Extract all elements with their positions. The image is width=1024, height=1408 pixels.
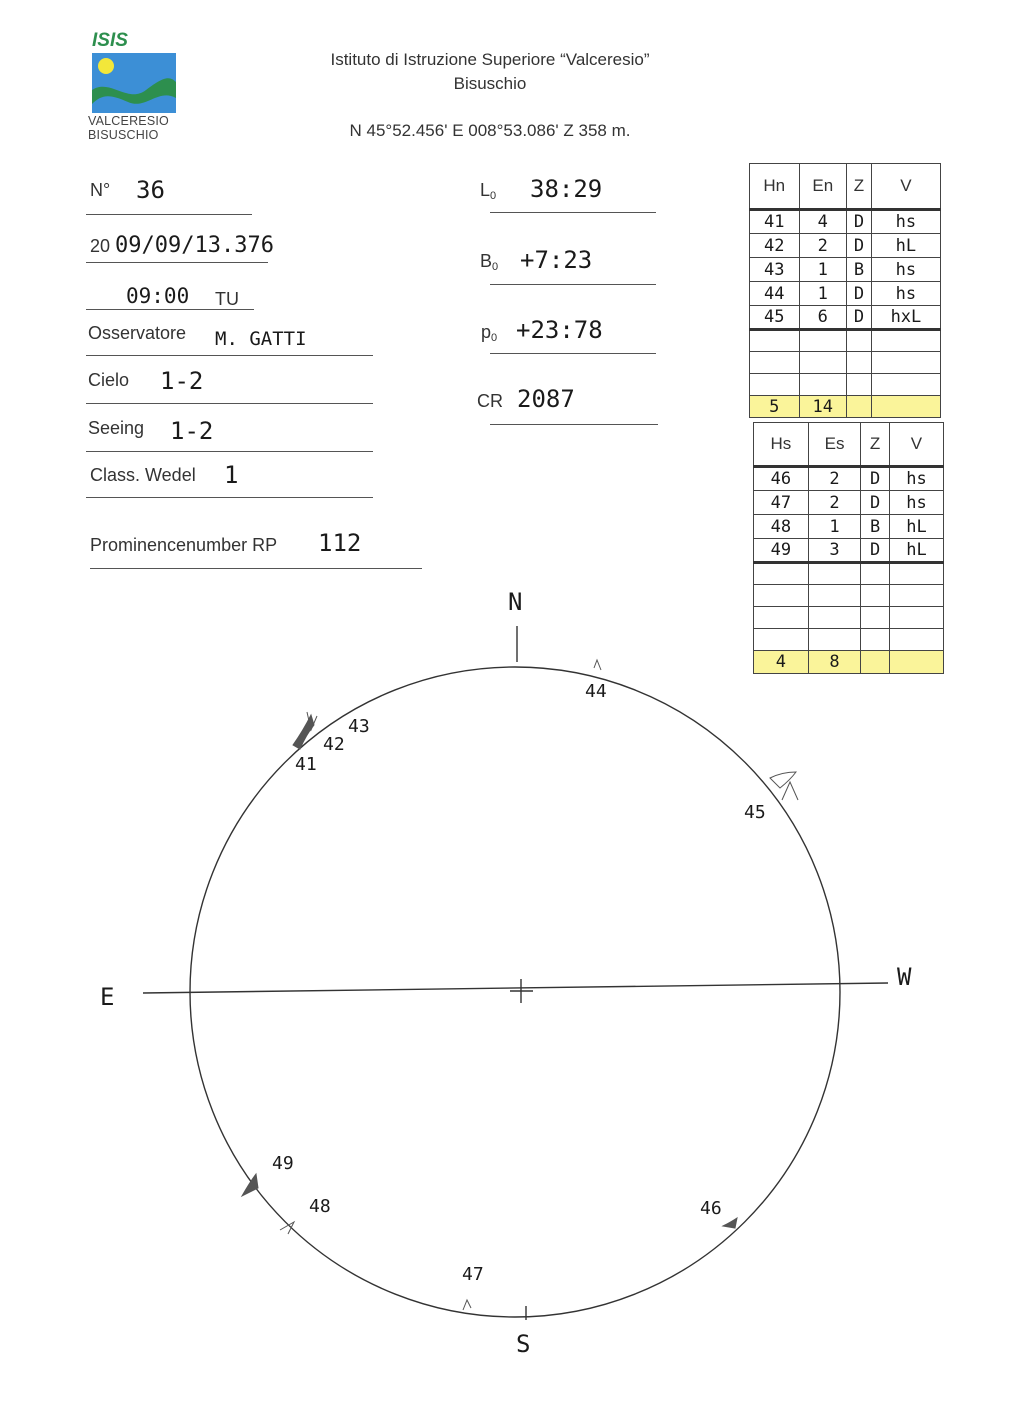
table-cell: 1 bbox=[808, 515, 860, 539]
prominence-47 bbox=[463, 1300, 471, 1310]
table-cell: D bbox=[847, 306, 872, 330]
table-cell: D bbox=[847, 282, 872, 306]
table-cell: B bbox=[847, 258, 872, 282]
north-header-v: V bbox=[871, 164, 940, 210]
rp-label: Prominencenumber RP bbox=[90, 535, 278, 555]
table-cell: hs bbox=[889, 491, 943, 515]
prominence-label-47: 47 bbox=[462, 1264, 484, 1285]
prominence-label-45: 45 bbox=[744, 802, 766, 823]
seeing-value: 1-2 bbox=[170, 417, 214, 445]
logo-wordmark: ISIS bbox=[92, 30, 128, 51]
table-cell: 1 bbox=[799, 282, 847, 306]
table-cell: hs bbox=[889, 467, 943, 491]
prominence-label-49: 49 bbox=[272, 1153, 294, 1174]
prominence-label-46: 46 bbox=[700, 1198, 722, 1219]
observer-value: M. GATTI bbox=[215, 328, 307, 350]
table-cell: D bbox=[861, 539, 890, 563]
south-header-v: V bbox=[889, 423, 943, 467]
table-cell: D bbox=[861, 491, 890, 515]
b0-value: +7:23 bbox=[520, 246, 593, 274]
institute-name: Istituto di Istruzione Superiore “Valceresio” bbox=[330, 50, 650, 69]
table-cell: hL bbox=[889, 539, 943, 563]
l0-label: $L_0$ bbox=[480, 180, 497, 202]
table-cell: 41 bbox=[750, 210, 800, 234]
prominence-label-42: 42 bbox=[323, 734, 345, 755]
prominence-label-43: 43 bbox=[348, 716, 370, 737]
south-total-count: 4 bbox=[754, 651, 809, 674]
prominence-49 bbox=[242, 1174, 258, 1196]
table-cell: B bbox=[861, 515, 890, 539]
time-unit: TU bbox=[215, 289, 239, 309]
table-cell: D bbox=[847, 210, 872, 234]
p0-value: +23:78 bbox=[516, 316, 603, 344]
table-cell: 44 bbox=[750, 282, 800, 306]
table-cell: hs bbox=[871, 282, 940, 306]
table-cell: hxL bbox=[871, 306, 940, 330]
cr-label: CR bbox=[477, 391, 503, 411]
solar-limb-circle bbox=[190, 667, 840, 1317]
table-cell: 4 bbox=[799, 210, 847, 234]
institute-town: Bisuschio bbox=[453, 74, 527, 93]
north-total-count: 5 bbox=[750, 396, 800, 418]
number-label: N° bbox=[90, 180, 111, 200]
table-cell: 6 bbox=[799, 306, 847, 330]
prominence-label-44: 44 bbox=[585, 681, 607, 702]
prominence-46 bbox=[723, 1218, 737, 1228]
table-cell: D bbox=[847, 234, 872, 258]
time-value: 09:00 bbox=[126, 284, 190, 308]
table-cell: 42 bbox=[750, 234, 800, 258]
table-cell: D bbox=[861, 467, 890, 491]
south-header-z: Z bbox=[861, 423, 890, 467]
north-header-z: Z bbox=[847, 164, 872, 210]
l0-value: 38:29 bbox=[530, 175, 603, 203]
south-total-extent: 8 bbox=[808, 651, 860, 674]
compass-west: W bbox=[897, 963, 912, 991]
table-cell: 48 bbox=[754, 515, 809, 539]
seeing-label: Seeing bbox=[88, 418, 145, 438]
south-header-es: Es bbox=[808, 423, 860, 467]
rp-value: 112 bbox=[318, 529, 362, 557]
wedel-label: Class. Wedel bbox=[90, 465, 196, 485]
prominence-41 bbox=[293, 715, 314, 749]
cr-value: 2087 bbox=[517, 385, 575, 413]
table-cell: 43 bbox=[750, 258, 800, 282]
number-value: 36 bbox=[136, 176, 165, 204]
logo-caption-1: VALCERESIO bbox=[88, 114, 169, 128]
table-cell: 2 bbox=[808, 491, 860, 515]
table-cell: hL bbox=[889, 515, 943, 539]
table-cell: 46 bbox=[754, 467, 809, 491]
table-cell: 2 bbox=[799, 234, 847, 258]
compass-north: N bbox=[508, 588, 523, 616]
sky-value: 1-2 bbox=[160, 367, 204, 395]
date-prefix: 20 bbox=[90, 236, 111, 256]
north-header-en: En bbox=[799, 164, 847, 210]
table-cell: hL bbox=[871, 234, 940, 258]
b0-label: $B_0$ bbox=[480, 251, 499, 273]
table-cell: hs bbox=[871, 210, 940, 234]
table-cell: 3 bbox=[808, 539, 860, 563]
sky-label: Cielo bbox=[88, 370, 130, 390]
north-header-hn: Hn bbox=[750, 164, 800, 210]
observer-label: Osservatore bbox=[88, 323, 187, 343]
table-cell: 47 bbox=[754, 491, 809, 515]
table-cell: hs bbox=[871, 258, 940, 282]
prominence-44 bbox=[594, 660, 601, 670]
wedel-value: 1 bbox=[224, 461, 239, 489]
observatory-coordinates: N 45°52.456' E 008°53.086' Z 358 m. bbox=[349, 121, 631, 140]
table-cell: 1 bbox=[799, 258, 847, 282]
prominence-label-41: 41 bbox=[295, 754, 317, 775]
p0-label: $p_0$ bbox=[481, 322, 498, 344]
compass-south: S bbox=[516, 1330, 531, 1358]
table-cell: 45 bbox=[750, 306, 800, 330]
north-total-extent: 14 bbox=[799, 396, 847, 418]
table-cell: 2 bbox=[808, 467, 860, 491]
date-value: 09/09/13.376 bbox=[115, 233, 274, 258]
prominence-label-48: 48 bbox=[309, 1196, 331, 1217]
table-cell: 49 bbox=[754, 539, 809, 563]
south-header-hs: Hs bbox=[754, 423, 809, 467]
logo-caption-2: BISUSCHIO bbox=[88, 128, 159, 142]
compass-east: E bbox=[100, 983, 115, 1011]
